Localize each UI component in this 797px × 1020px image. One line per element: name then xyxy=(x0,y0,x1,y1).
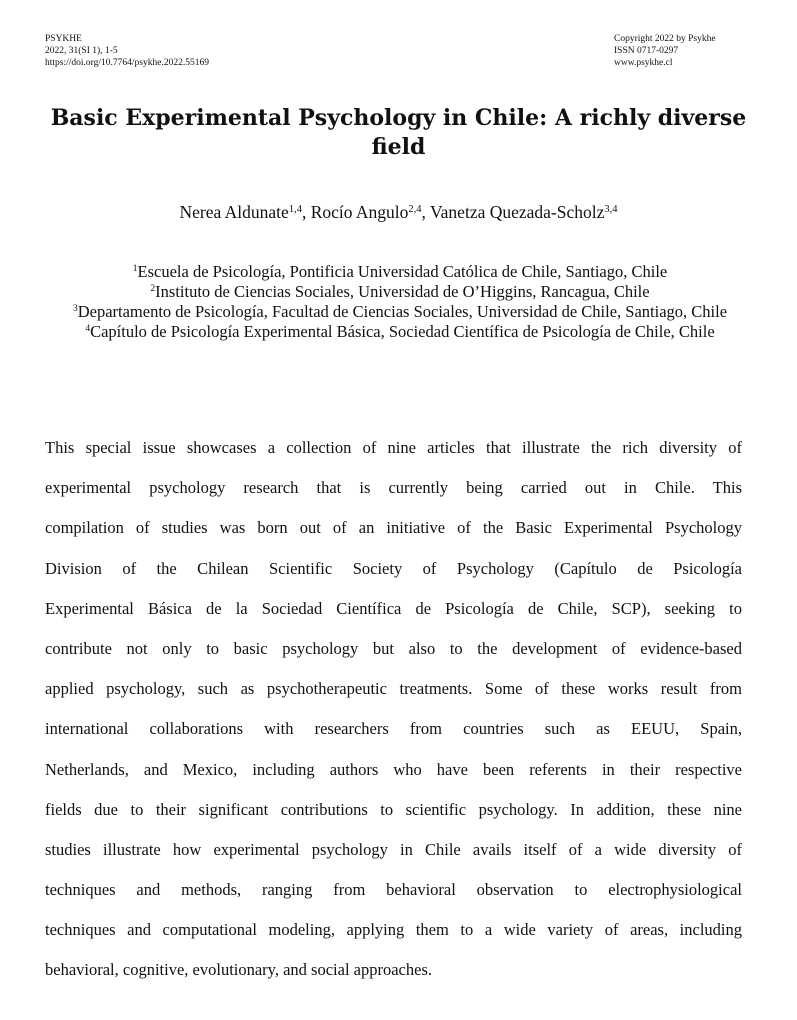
author-separator: , xyxy=(421,202,430,222)
abstract-line: behavioral, cognitive, evolutionary, and social approaches. xyxy=(45,960,433,980)
abstract-line: This special issue showcases a collection of nine articles that illustrate the rich diversity of xyxy=(45,438,742,457)
author-affiliation-marks: 2,4 xyxy=(408,204,422,215)
author xyxy=(430,202,618,222)
author-affiliation-marks: 1,4 xyxy=(288,204,302,215)
abstract-line: contribute not only to basic psychology but also to the development of evidence-based xyxy=(45,638,742,658)
affiliation-list xyxy=(50,262,750,342)
author-separator: , xyxy=(301,202,311,222)
doi-link[interactable]: https://doi.org/10.7764/psykhe.2022.55169 xyxy=(45,58,209,68)
abstract-line: experimental psychology research that is currently being carried out in Chile. This xyxy=(45,478,742,498)
affiliation xyxy=(50,302,750,322)
affiliation xyxy=(50,282,750,302)
journal-website-link[interactable]: www.psykhe.cl xyxy=(614,58,673,68)
affiliation-number: 1 xyxy=(132,264,138,274)
abstract-line: fields due to their significant contributions to scientific psychology. In addition, these nine xyxy=(45,799,742,819)
affiliation-number: 4 xyxy=(85,324,91,334)
affiliation-text: Capítulo de Psicología Experimental Básica, Sociedad Científica de Psicología de Chile, Chile xyxy=(90,322,715,341)
abstract-line: Division of the Chilean Scientific Society of Psychology (Capítulo de Psicología xyxy=(45,558,742,578)
author-name: Nerea Aldunate xyxy=(179,202,289,222)
author-name: Rocío Angulo xyxy=(310,202,409,222)
abstract-line: Netherlands, and Mexico, including authors who have been referents in their respective xyxy=(45,759,742,779)
paper-title: Basic Experimental Psychology in Chile: A richly diverse field xyxy=(50,105,747,160)
author-name: Vanetza Quezada-Scholz xyxy=(429,202,605,222)
affiliation xyxy=(50,262,750,282)
affiliation-number: 3 xyxy=(72,304,78,314)
abstract-line: international collaborations with researchers from countries such as EEUU, Spain, xyxy=(45,719,742,739)
affiliation xyxy=(50,322,750,342)
abstract-line: Experimental Básica de la Sociedad Científica de Psicología de Chile, SCP), seeking to xyxy=(45,598,742,618)
author-list xyxy=(0,200,797,224)
abstract-line: compilation of studies was born out of an initiative of the Basic Experimental Psychology xyxy=(45,518,742,538)
copyright-notice: Copyright 2022 by Psykhe xyxy=(614,34,716,44)
affiliation-text: Departamento de Psicología, Facultad de Ciencias Sociales, Universidad de Chile, Santiago, Chile xyxy=(77,302,728,321)
affiliation-number: 2 xyxy=(150,284,156,294)
affiliation-text: Instituto de Ciencias Sociales, Universidad de O’Higgins, Rancagua, Chile xyxy=(155,282,650,301)
author xyxy=(179,202,310,222)
abstract-paragraph xyxy=(45,428,742,991)
author xyxy=(311,202,430,222)
abstract-line: techniques and computational modeling, applying them to a wide variety of areas, including xyxy=(45,920,742,940)
affiliation-text: Escuela de Psicología, Pontificia Universidad Católica de Chile, Santiago, Chile xyxy=(137,262,668,281)
author-affiliation-marks: 3,4 xyxy=(604,204,618,215)
issn: ISSN 0717-0297 xyxy=(614,46,679,56)
abstract-line: applied psychology, such as psychotherapeutic treatments. Some of these works result from xyxy=(45,679,742,699)
journal-name: PSYKHE xyxy=(45,34,82,44)
journal-volume-info: 2022, 31(SI 1), 1-5 xyxy=(45,46,118,56)
journal-header-left xyxy=(45,33,209,69)
abstract-line: studies illustrate how experimental psychology in Chile avails itself of a wide diversity of xyxy=(45,839,742,859)
abstract-line: techniques and methods, ranging from behavioral observation to electrophysiological xyxy=(45,880,742,900)
journal-header-right xyxy=(614,33,716,69)
